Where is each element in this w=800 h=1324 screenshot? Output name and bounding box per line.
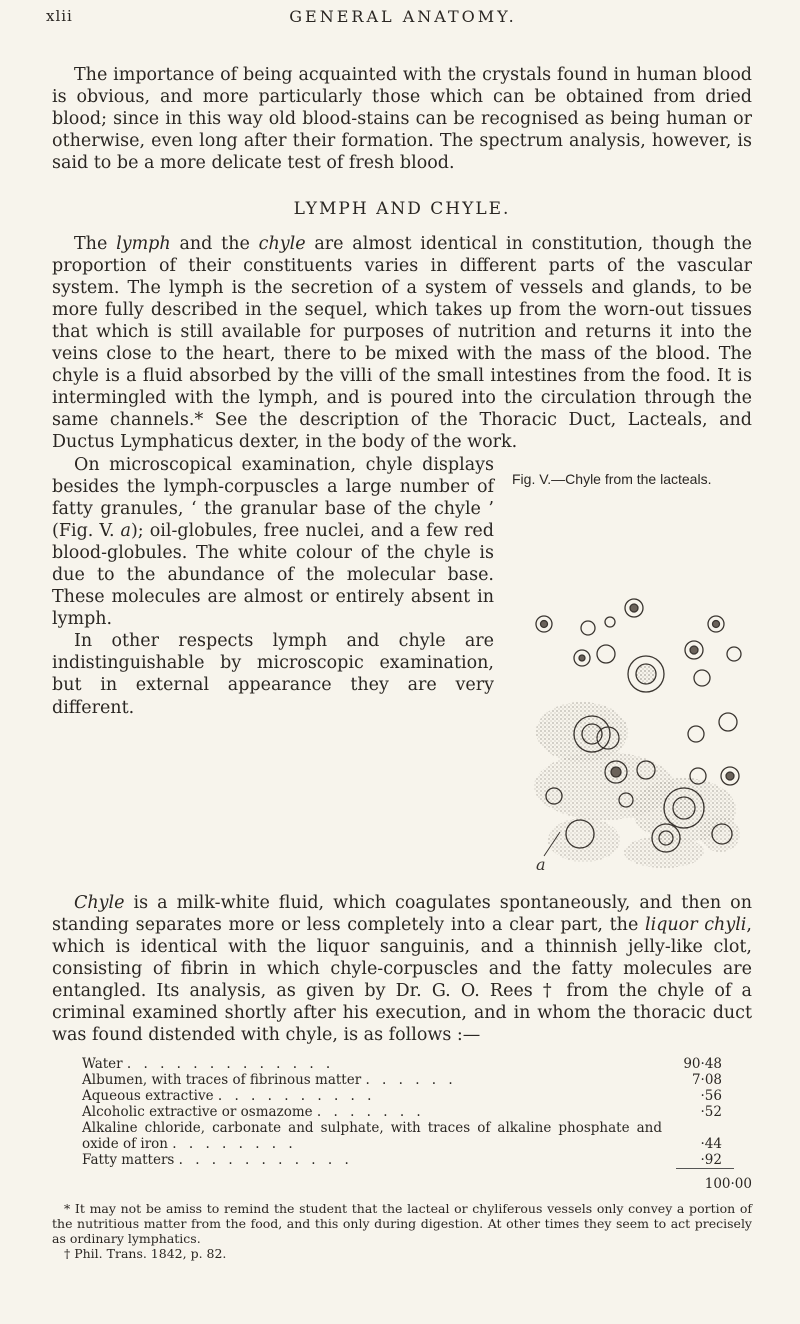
chyle-analysis-table (82, 1056, 722, 1168)
section-title: LYMPH AND CHYLE. (293, 199, 511, 220)
footnotes (52, 1201, 752, 1261)
analysis-value: ·44 (700, 1136, 722, 1153)
microscopy-paragraph: On microscopical examination, chyle displays besides the lymph-corpuscles a large number of fatty granules, ‘ the granular base of the chyle ’ (Fig. V. a); oil-globules, free nuclei, and a few red blood-globules. The white colour of the chyle is due to the abundance of the molecular base. These molecules are almost or entirely absent in lymph. (52, 454, 494, 630)
footnote-asterisk: * It may not be amiss to remind the student that the lacteal or chyliferous vessels only convey a portion of the nutritious matter from the food, and this only during digestion. At other times they seem to act precisely as ordinary lymphatics. (52, 1201, 752, 1247)
table-row: Aqueous extractive . . . . . . . . . . ·56 (82, 1088, 722, 1105)
chyle-coagulation-paragraph: Chyle is a milk-white fluid, which coagulates spontaneously, and then on standing separates more or less completely into a clear part, the liquor chyli, which is identical with the liquor sanguinis, and a thinnish jelly-like clot, consisting of fibrin in which chyle-corpuscles and the fatty molecules are entangled. Its analysis, as given by Dr. G. O. Rees † from the chyle of a criminal examined shortly after his execution, and in whom the thoracic duct was found distended with chyle, is as follows :— (52, 892, 752, 1046)
analysis-value: ·92 (700, 1152, 722, 1169)
lymph-chyle-paragraph: The lymph and the chyle are almost identical in constitution, though the proportion of their constituents varies in different parts of the vascular system. The lymph is the secretion of a system of vessels and glands, to be more fully described in the sequel, which takes up from the worn-out tissues that which is still available for purposes of nutrition and returns it into the veins close to the heart, there to be mixed with the mass of the blood. The chyle is a fluid absorbed by the villi of the small intestines from the food. It is intermingled with the lymph, and is poured into the circulation through the same channels.* See the description of the Thoracic Duct, Lacteals, and Ductus Lymphaticus dexter, in the body of the work. (52, 233, 752, 453)
figure-label-a: a (536, 854, 546, 874)
analysis-value: ·52 (700, 1104, 722, 1121)
footnote-dagger: † Phil. Trans. 1842, p. 82. (64, 1246, 227, 1262)
term-liquor-chyli: liquor chyli (645, 914, 747, 935)
table-row: Water . . . . . . . . . . . . . 90·48 (82, 1056, 722, 1073)
term-chyle-italic: Chyle (74, 892, 125, 913)
page-number: xlii (46, 7, 73, 25)
table-row: Alkaline chloride, carbonate and sulphate, with traces of alkaline phosphate and oxide of iron . . . . . . . . ·44 (82, 1120, 722, 1153)
figure-caption: Fig. V.—Chyle from the lacteals. (512, 470, 712, 487)
term-lymph: lymph (116, 233, 171, 254)
figure-ref-a: a (120, 520, 131, 541)
table-row: Fatty matters . . . . . . . . . . . ·92 (82, 1152, 722, 1169)
analysis-value: ·56 (700, 1088, 722, 1105)
table-row: Alcoholic extractive or osmazome . . . . . . . ·52 (82, 1104, 722, 1121)
table-row: Albumen, with traces of fibrinous matter . . . . . . 7·08 (82, 1072, 722, 1089)
analysis-value: 7·08 (691, 1072, 722, 1089)
analysis-value: 90·48 (683, 1056, 722, 1073)
running-title: GENERAL ANATOMY. (289, 7, 517, 26)
analysis-total: 100·00 (704, 1176, 752, 1193)
comparison-paragraph: In other respects lymph and chyle are indistinguishable by microscopic examination, but in external appearance they are very different. (52, 631, 494, 718)
chyle-illustration (524, 494, 744, 884)
main-text (52, 64, 752, 1261)
page-header (46, 7, 760, 29)
intro-paragraph: The importance of being acquainted with the crystals found in human blood is obvious, and more particularly those which can be obtained from dried blood; since in this way old blood-stains can be recognised as being human or otherwise, even long after their formation. The spectrum analysis, however, is said to be a more delicate test of fresh blood. (52, 65, 752, 174)
term-chyle: chyle (258, 233, 306, 254)
granular-base-clusters (534, 702, 740, 868)
figure-chyle-lacteals (512, 468, 752, 886)
total-rule (676, 1168, 734, 1169)
